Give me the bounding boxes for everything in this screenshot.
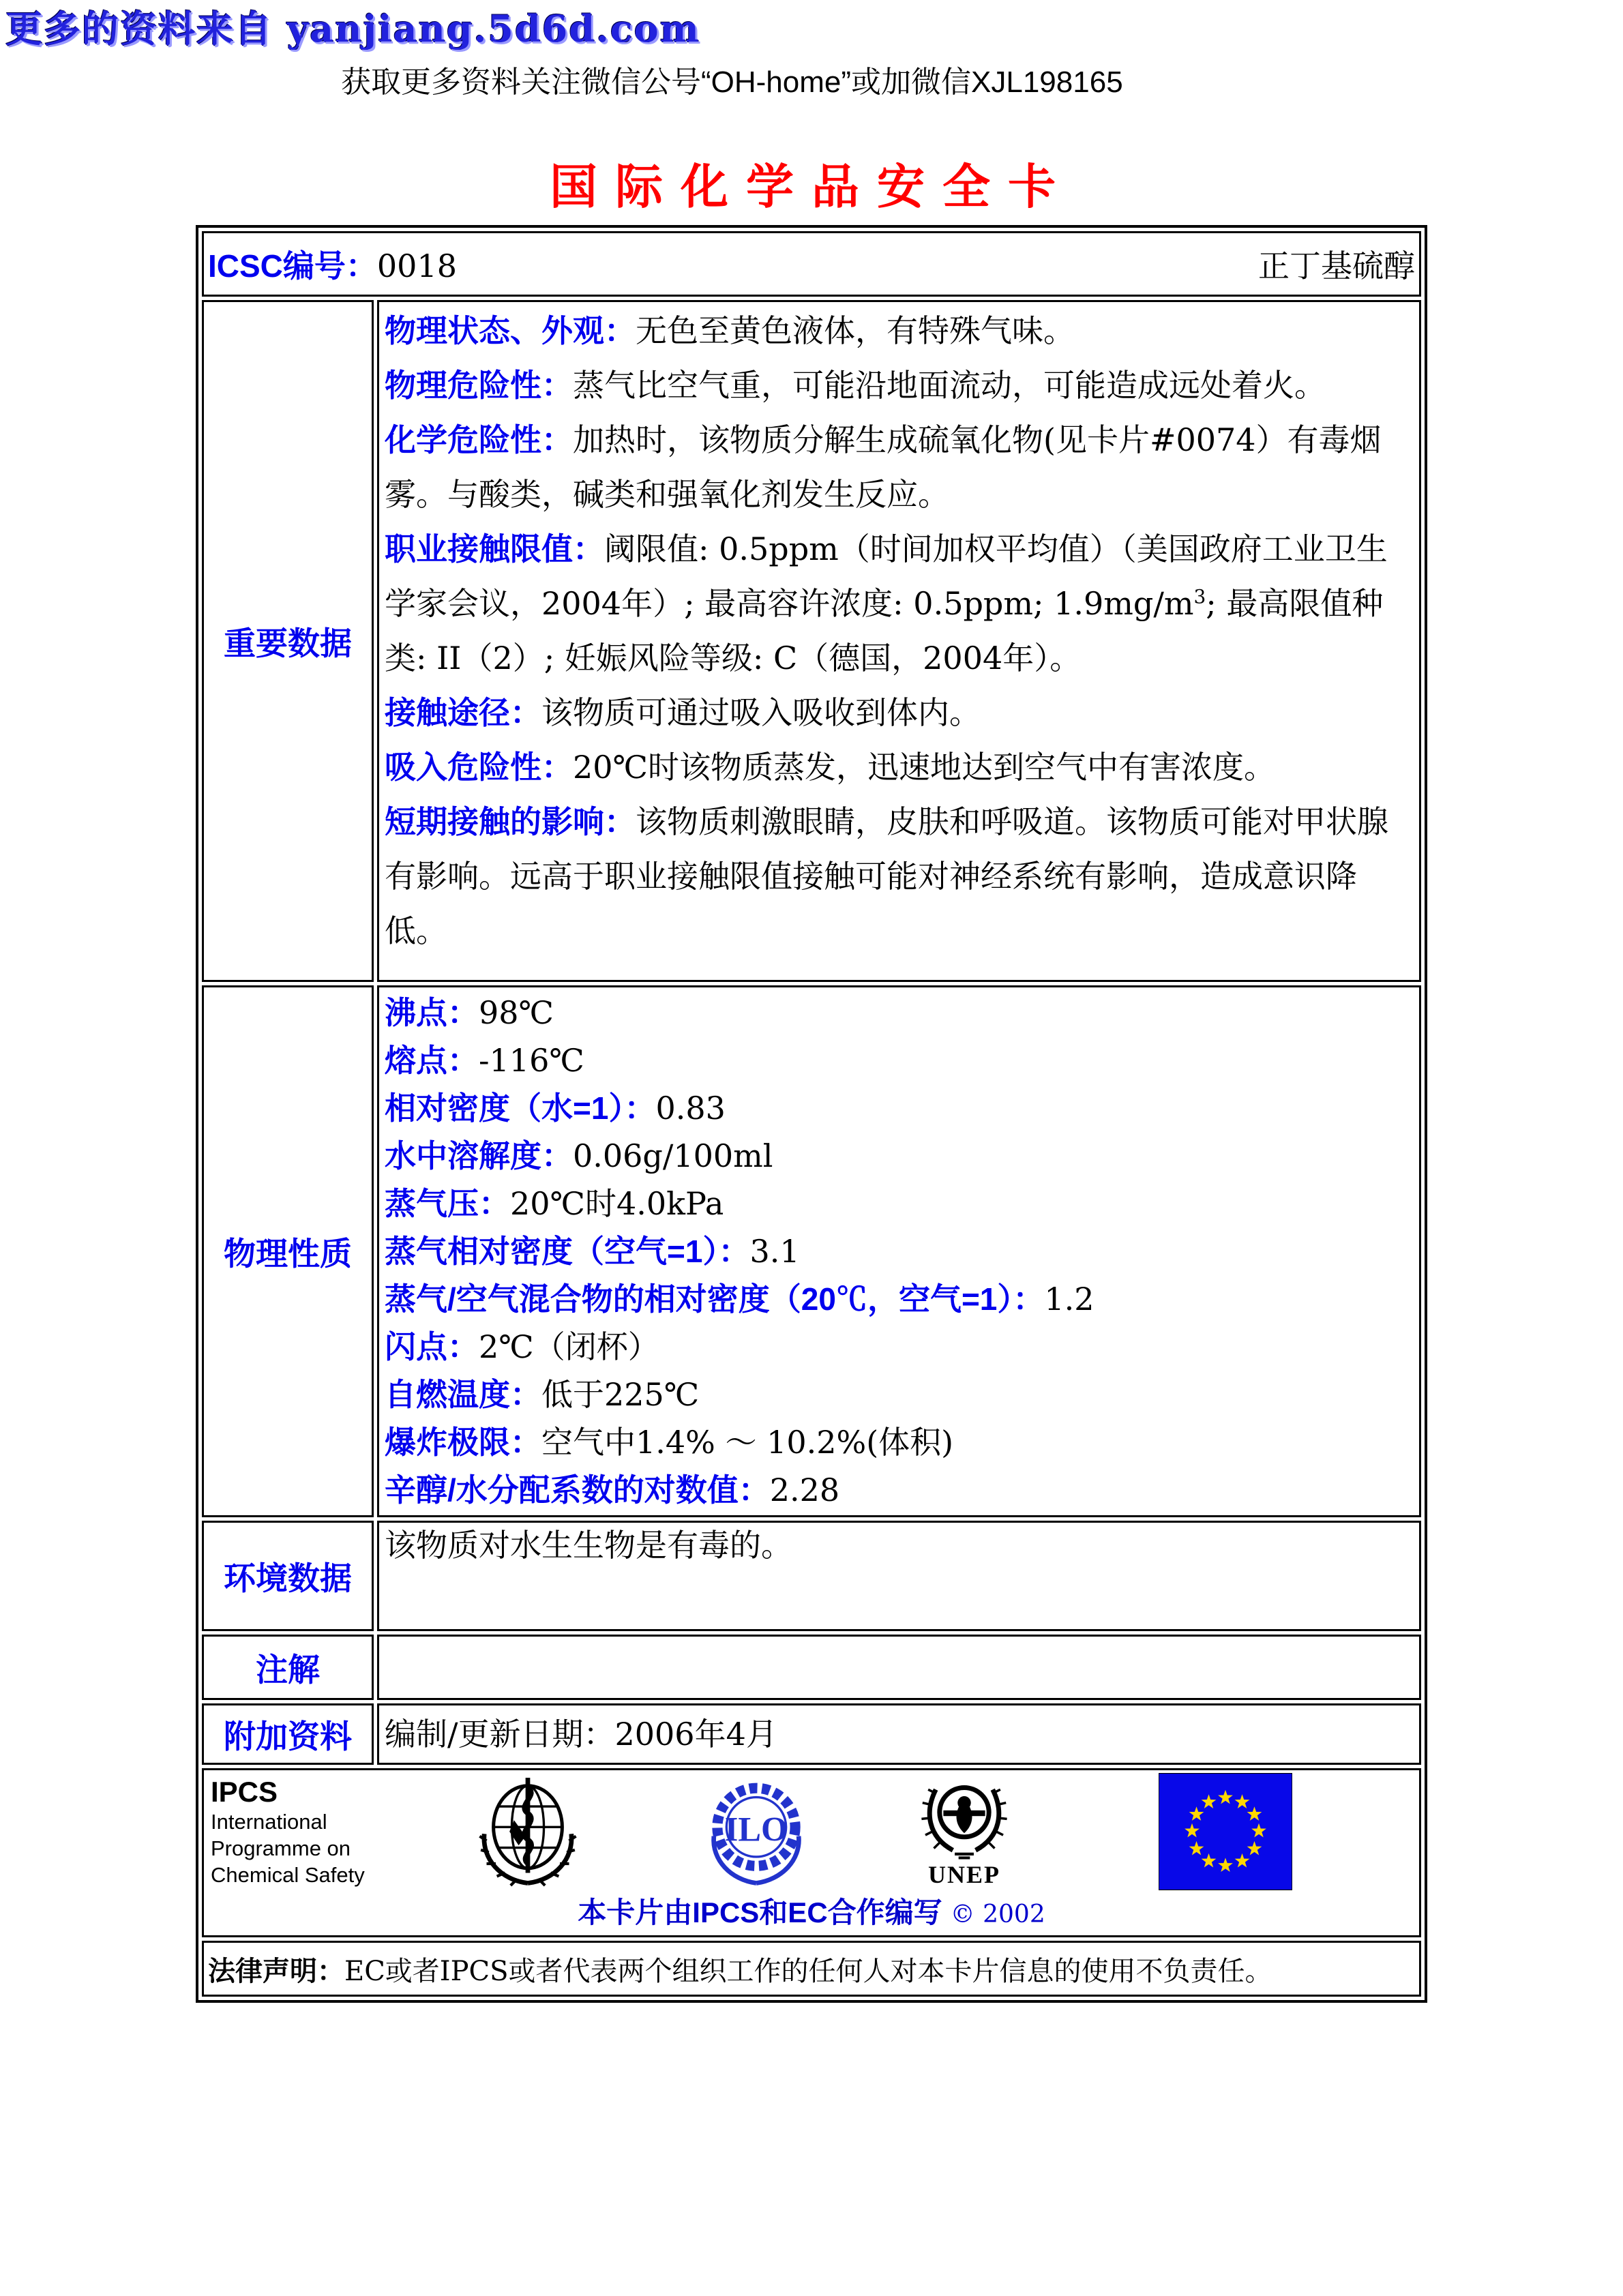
line-text: 空气中1.4% ～ 10.2%(体积) [541,1424,954,1461]
legal-text: EC或者IPCS或者代表两个组织工作的任何人对本卡片信息的使用不负责任。 [344,1955,1272,1987]
environmental-data-content: 该物质对水生生物是有毒的。 [377,1521,1421,1631]
line-label: 蒸气压： [385,1186,510,1221]
header-row [202,231,1421,297]
environmental-data-row-label: 环境数据 [202,1521,374,1631]
physical-properties-row [202,985,1421,1517]
notes-row [202,1635,1421,1700]
line-text: 1.2 [1044,1281,1095,1317]
property-line-autoignition-temperature [385,1371,1415,1418]
icsc-number-group [208,241,457,286]
line-text-2: ; 最高限值种类: II（2）; 妊娠风险等级: C（德国，2004年）。 [385,585,1384,676]
line-label: 辛醇/水分配系数的对数值： [385,1472,770,1508]
unep-logo-block [917,1774,1012,1889]
legal-label: 法律声明： [208,1956,344,1986]
icsc-number-value: 0018 [376,248,457,284]
line-text: 2℃（闭杯） [479,1328,659,1365]
icsc-card-table [196,225,1427,2003]
data-line-exposure-routes [385,685,1415,740]
line-label: 沸点： [385,995,479,1030]
line-label: 熔点： [385,1043,479,1078]
line-text: 蒸气比空气重，可能沿地面流动，可能造成远处着火。 [573,367,1326,404]
additional-info-content: 编制/更新日期：2006年4月 [377,1703,1421,1765]
ipcs-subtitle-1: International [211,1809,327,1834]
line-text: 20℃时该物质蒸发，迅速地达到空气中有害浓度。 [573,749,1275,786]
ilo-logo-icon [698,1774,814,1889]
physical-properties-content [377,985,1421,1517]
line-text: 阈限值: 0.5ppm（时间加权平均值）（美国政府工业卫生学家会议，2004年）; 最高容许浓度: 0.5ppm; 1.9mg/m [385,531,1388,622]
ilo-letters: ILO [724,1810,788,1849]
line-label: 职业接触限值： [385,531,604,567]
line-label: 自燃温度： [385,1377,541,1412]
property-line-flash-point [385,1323,1415,1371]
line-label: 闪点： [385,1329,479,1365]
header-cell [202,231,1421,297]
important-data-row [202,300,1421,982]
line-label: 蒸气/空气混合物的相对密度（20℃，空气=1）： [385,1281,1045,1317]
line-text: 20℃时4.0kPa [510,1185,724,1222]
ipcs-subtitle-3: Chemical Safety [211,1862,365,1887]
environmental-data-row [202,1521,1421,1631]
line-text: 2.28 [769,1472,840,1508]
line-label: 接触途径： [385,695,541,730]
unep-label: UNEP [928,1861,1000,1888]
line-label: 相对密度（水=1）： [385,1090,656,1126]
chemical-name: 正丁基硫醇 [1258,248,1415,284]
line-label: 水中溶解度： [385,1138,573,1174]
watermark-source-line: 更多的资料来自 yanjiang.5d6d.com [5,7,700,50]
line-text: 无色至黄色液体，有特殊气味。 [636,312,1075,349]
eu-flag-icon [1159,1773,1292,1890]
icsc-number-label: ICSC编号： [208,248,377,284]
physical-properties-row-label: 物理性质 [202,985,374,1517]
logos-cell [202,1768,1421,1937]
important-data-row-label: 重要数据 [202,300,374,982]
property-line-relative-density [385,1084,1415,1132]
logos-row [202,1768,1421,1937]
important-data-content [377,300,1421,982]
line-label: 物理危险性： [385,368,573,403]
notes-row-label: 注解 [202,1635,374,1700]
superscript: 3 [1193,585,1206,608]
ipcs-title: IPCS [211,1775,278,1808]
line-label: 吸入危险性： [385,749,573,785]
line-text: 该物质可通过吸入吸收到体内。 [541,694,981,731]
line-label: 化学危险性： [385,422,573,458]
property-line-boiling-point [385,989,1415,1037]
line-text: -116℃ [479,1042,584,1079]
line-label: 短期接触的影响： [385,804,636,839]
ipcs-subtitle-2: Programme on [211,1836,351,1860]
line-label: 爆炸极限： [385,1425,541,1460]
property-line-melting-point [385,1037,1415,1084]
page-title: 国际化学品安全卡 [550,158,1073,215]
additional-info-row [202,1703,1421,1765]
line-text: 该物质刺激眼睛，皮肤和呼吸道。该物质可能对甲状腺有影响。远高于职业接触限值接触可能对神经系统有影响，造成意识降低。 [385,803,1388,949]
data-line-chemical-danger [385,413,1415,522]
legal-cell [202,1941,1421,1997]
data-line-short-term-effects [385,794,1415,958]
caption-year: © 2002 [950,1900,1045,1928]
line-text: 0.83 [655,1090,726,1127]
data-line-occupational-limits [385,522,1415,685]
property-line-water-solubility [385,1132,1415,1180]
property-line-explosive-limits [385,1418,1415,1466]
property-line-vapor-air-mixture-density [385,1275,1415,1323]
property-line-octanol-water-partition [385,1466,1415,1514]
line-text: 加热时，该物质分解生成硫氧化物(见卡片#0074）有毒烟雾。与酸类，碱类和强氧化剂发生反应。 [385,421,1382,513]
line-label: 物理状态、外观： [385,313,636,348]
who-logo-icon [470,1774,586,1889]
legal-row [202,1941,1421,1997]
data-line-inhalation-risk [385,740,1415,794]
property-line-vapor-relative-density [385,1227,1415,1275]
data-line-physical-danger [385,358,1415,413]
property-line-vapor-pressure [385,1180,1415,1227]
watermark-wechat-line: 获取更多资料关注微信公号“OH-home”或加微信XJL198165 [341,65,1123,99]
line-text: 98℃ [479,994,554,1031]
line-label: 蒸气相对密度（空气=1）： [385,1234,750,1269]
line-text: 3.1 [749,1233,800,1270]
caption-line [211,1890,1412,1931]
line-text: 0.06g/100ml [573,1137,773,1174]
data-line-physical-state [385,303,1415,358]
caption-text: 本卡片由IPCS和EC合作编写 [578,1896,942,1928]
additional-info-row-label: 附加资料 [202,1703,374,1765]
notes-content [377,1635,1421,1700]
ipcs-text-block [211,1776,395,1888]
unep-logo-icon [917,1774,1012,1862]
line-text: 低于225℃ [541,1376,700,1413]
